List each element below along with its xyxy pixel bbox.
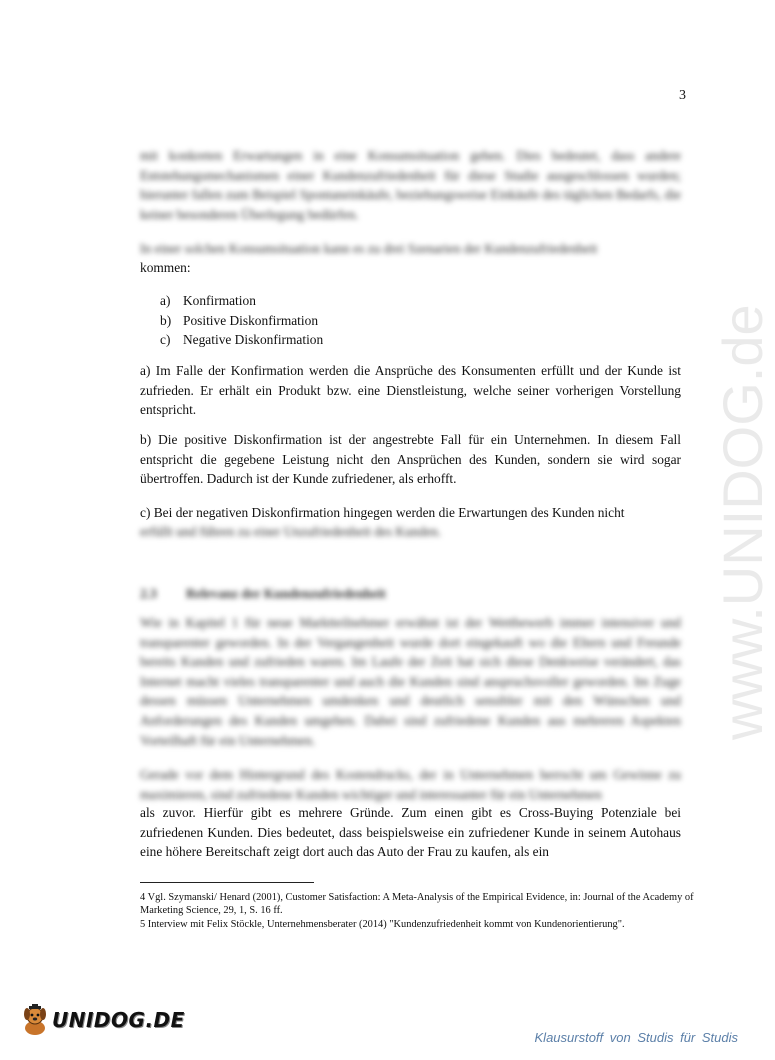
intro-end-text: kommen: <box>140 260 191 275</box>
unidog-logo[interactable] <box>20 1003 185 1037</box>
blurred-paragraph-top-2: In einer solchen Konsumsituation kann es zu drei Szenarien der Kundenzufriedenheit <box>140 241 598 256</box>
watermark: www.UNIDOG.de <box>711 304 774 740</box>
section-number: 2.3 <box>140 586 157 601</box>
footnote-4: 4 Vgl. Szymanski/ Henard (2001), Customer Satisfaction: A Meta-Analysis of the Empirical Evidence, in: Journal of the Academy of Marketing Science, 29, 1, S. 16 ff. <box>140 892 694 917</box>
page-number: 3 <box>679 88 686 103</box>
list-item: c) Negative Diskonfirmation <box>160 332 324 348</box>
footnote-divider <box>140 882 314 883</box>
footer-slogan: Klausurstoff von Studis für Studis <box>534 1030 738 1045</box>
list-item: b) Positive Diskonfirmation <box>160 312 319 328</box>
blurred-paragraph-top: mit konkreten Erwartungen in eine Konsumsituation gehen. Dies bedeutet, dass andere Entstehungsmechanismen einer Kundenzufriedenheit für diese Studie ausgeschlossen wurden; hierunter fallen zum Beispiel Spontaneinkäufe, beziehungsweise Einkäufe des täglichen Bedarfs, die keiner besonderen Überlegung bedürfen. <box>140 148 681 222</box>
section-title: Relevanz der Kundenzufriedenheit <box>186 586 386 601</box>
list-item: a) Konfirmation <box>160 293 256 308</box>
footnote-5: 5 Interview mit Felix Stöckle, Unternehmensberater (2014) "Kundenzufriedenheit kommt von Kundenorientierung". <box>140 918 625 930</box>
paragraph-cross-buying: als zuvor. Hierfür gibt es mehrere Gründe. Zum einen gibt es Cross-Buying Potenziale bei zufriedenen Kunden. Dies bedeutet, dass beispielsweise ein zufriedener Kunde in seinem Autohaus eine höhere Bereitschaft zeigt dort auch das Auto der Frau zu kaufen, als ein <box>140 805 681 860</box>
paragraph-negative-diskonfirmation-blurred: erfüllt und führen zu einer Unzufriedenheit des Kunden. <box>140 524 442 539</box>
paragraph-konfirmation: a) Im Falle der Konfirmation werden die Ansprüche des Konsumenten erfüllt und der Kunde ist zufrieden. Er erhält ein Produkt bzw. eine Dienstleistung, welche seiner vorherigen Vorstellung entspricht. <box>140 363 681 418</box>
blurred-paragraph-middle-2: Gerade vor dem Hintergrund des Kostendrucks, der in Unternehmen herrscht um Gewinne zu maximieren, sind zufriedene Kunden wichtiger und interessanter für ein Unternehmen <box>140 767 681 802</box>
paragraph-negative-diskonfirmation: c) Bei der negativen Diskonfirmation hingegen werden die Erwartungen des Kunden nicht <box>140 505 625 520</box>
scenario-list <box>160 291 323 350</box>
logo-text: UNIDOG.DE <box>52 1008 185 1032</box>
footnotes <box>140 891 700 931</box>
section-heading <box>140 586 386 602</box>
paragraph-positive-diskonfirmation: b) Die positive Diskonfirmation ist der angestrebte Fall für ein Unternehmen. In diesem Fall entspricht die gegebene Leistung nicht den Ansprüchen des Kunden, sondern sie wird sogar übertroffen. Dadurch ist der Kunde zufriedener, als erhofft. <box>140 432 681 487</box>
dog-mascot-icon <box>20 1004 50 1036</box>
blurred-paragraph-middle: Wie in Kapitel 1 für neue Marktteilnehmer erwähnt ist der Wettbewerb immer intensiver und transparenter geworden. In der Vergangenheit wurde dort eingekauft wo die Eltern und Freunde bereits Kunden und zufrieden waren. Im Laufe der Zeit hat sich diese Denkweise verändert, das Internet macht vieles transparenter und auch die Kunden sind anspruchsvoller geworden. Im Zuge dessen müssen Unternehmen umdenken und deutlich sensibler mit den Wünschen und Anforderungen des Kunden umgehen. Dabei sind zufriedene Kunden aus mehreren Aspekten Vorteilhaft für ein Unternehmen. <box>140 615 681 748</box>
